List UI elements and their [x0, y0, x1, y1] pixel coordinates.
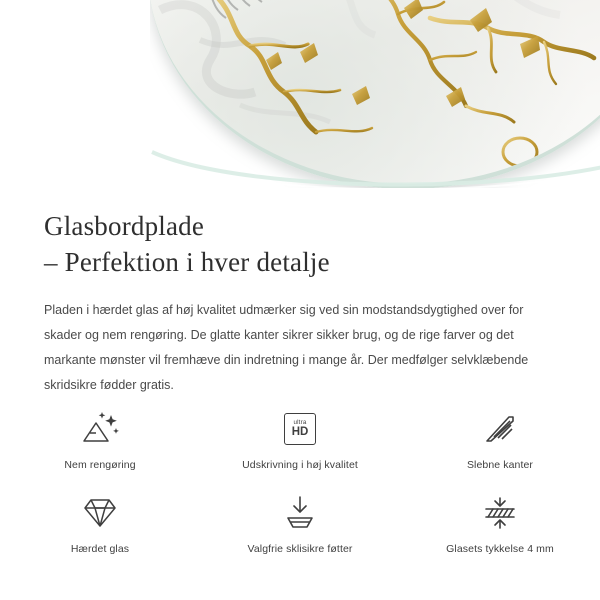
feature-label: Valgfrie sklisikre føtter: [247, 543, 353, 555]
feature-label: Slebne kanter: [466, 459, 534, 471]
headline-line-2: – Perfektion i hver detalje: [44, 247, 330, 277]
text-content: [0, 196, 600, 398]
feature-easy-cleaning: [0, 400, 200, 484]
description-paragraph: Pladen i hærdet glas af høj kvalitet udmærker sig ved sin modstandsdygtighed over for skader og nem rengøring. De glatte kanter sikrer sikker brug, og de rige farver og det markante mønster vil fremhæve din indretning i mange år. Der medfølger selvklæbende skridsikre fødder gratis.: [44, 303, 529, 392]
ultra-hd-icon: [284, 408, 316, 450]
thickness-icon: [480, 492, 520, 534]
hero-image: [0, 0, 600, 196]
feature-label: Nem rengøring: [64, 459, 136, 471]
feature-label: Hærdet glas: [70, 543, 130, 555]
feature-label: Glasets tykkelse 4 mm: [446, 543, 554, 555]
feature-tempered-glass: [0, 484, 200, 568]
headline-line-1: Glasbordplade: [44, 211, 205, 241]
polished-edges-icon: [482, 408, 518, 450]
sparkle-cloth-icon: [78, 408, 122, 450]
ultra-hd-badge-bottom: HD: [291, 425, 309, 438]
page-title: [0, 196, 600, 280]
ultra-hd-badge-top: ultra: [293, 418, 307, 426]
hero-left-whitespace: [0, 0, 150, 196]
hero-bottom-whitespace: [0, 188, 600, 196]
feature-label: Udskrivning i høj kvalitet: [242, 459, 358, 471]
feature-high-quality-print: [200, 400, 400, 484]
feature-grid: [0, 400, 600, 568]
feature-anti-slip-feet: [200, 484, 400, 568]
diamond-icon: [79, 492, 121, 534]
feature-polished-edges: [400, 400, 600, 484]
anti-slip-feet-icon: [280, 492, 320, 534]
feature-glass-thickness: [400, 484, 600, 568]
